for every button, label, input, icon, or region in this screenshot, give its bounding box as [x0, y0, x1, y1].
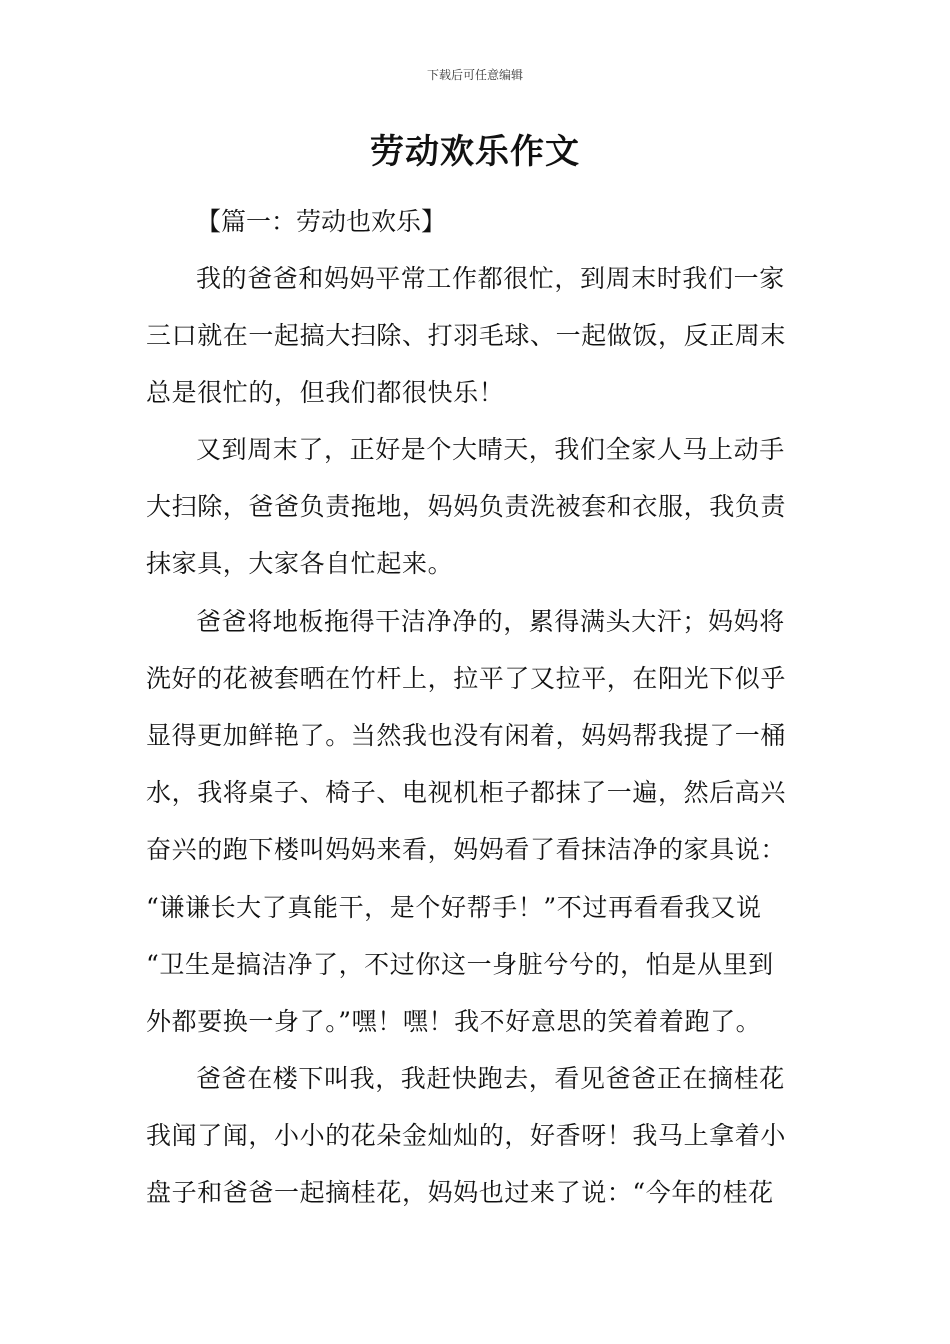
body-line: 奋兴的跑下楼叫妈妈来看，妈妈看了看抹洁净的家具说：: [146, 835, 787, 864]
body-line: 盘子和爸爸一起摘桂花，妈妈也过来了说：“今年的桂花: [146, 1178, 774, 1207]
body-line: “卫生是搞洁净了，不过你这一身脏兮兮的，怕是从里到: [146, 950, 774, 979]
body-line: “谦谦长大了真能干，是个好帮手！”不过再看看我又说: [146, 893, 762, 922]
body-line: 又到周末了，正好是个大晴天，我们全家人马上动手: [196, 435, 785, 464]
body-line: 三口就在一起搞大扫除、打羽毛球、一起做饭，反正周末: [146, 321, 787, 350]
body-line: 大扫除，爸爸负责拖地，妈妈负责洗被套和衣服，我负责: [146, 492, 787, 521]
body-line: 总是很忙的，但我们都很快乐！: [146, 378, 505, 407]
body-line: 我闻了闻，小小的花朵金灿灿的，好香呀！我马上拿着小: [146, 1121, 787, 1150]
document-title: 劳动欢乐作文: [370, 132, 580, 172]
body-line: 洗好的花被套晒在竹杆上，拉平了又拉平，在阳光下似乎: [146, 664, 787, 693]
body-line: 外都要换一身了。”嘿！嘿！我不好意思的笑着着跑了。: [146, 1007, 762, 1036]
body-line: 水，我将桌子、椅子、电视机柜子都抹了一遍，然后高兴: [146, 778, 787, 807]
body-line: 爸爸在楼下叫我，我赶快跑去，看见爸爸正在摘桂花: [196, 1064, 785, 1093]
section-heading: 【篇一：劳动也欢乐】: [196, 207, 447, 236]
header-note: 下载后可任意编辑: [426, 68, 523, 82]
body-line: 显得更加鲜艳了。当然我也没有闲着，妈妈帮我提了一桶: [146, 721, 787, 750]
body-line: 抹家具，大家各自忙起来。: [146, 549, 454, 578]
body-line: 我的爸爸和妈妈平常工作都很忙，到周末时我们一家: [196, 264, 785, 293]
body-line: 爸爸将地板拖得干洁净净的，累得满头大汗；妈妈将: [196, 607, 785, 636]
